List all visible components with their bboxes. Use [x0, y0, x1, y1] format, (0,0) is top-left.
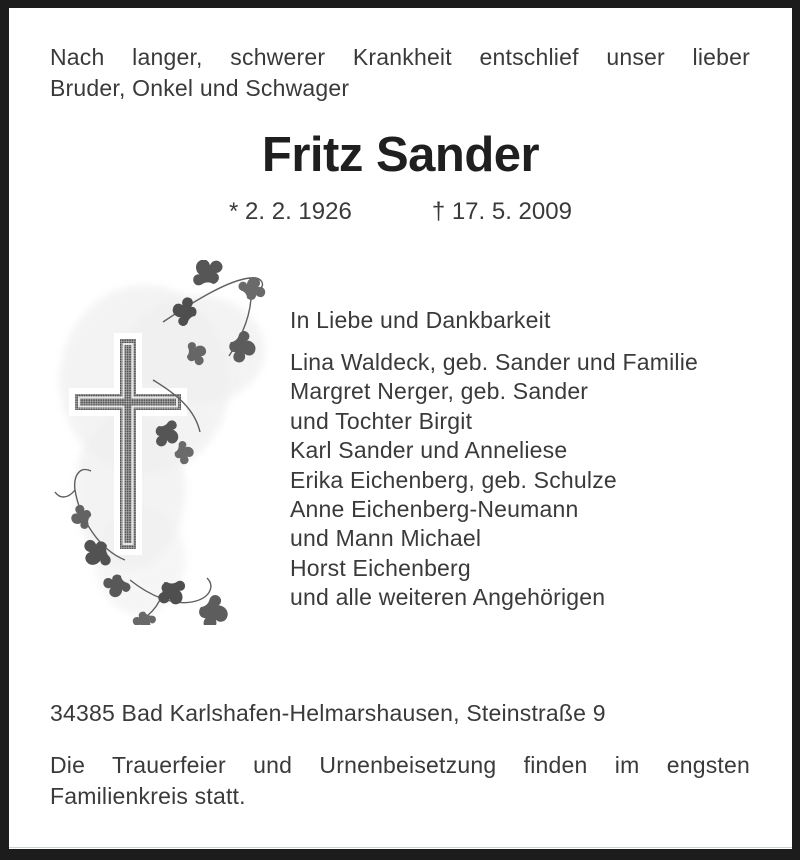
tribute-line: In Liebe und Dankbarkeit — [290, 307, 551, 333]
scan-artifact-line — [9, 847, 792, 848]
mourner-line: Lina Waldeck, geb. Sander und Familie — [290, 349, 698, 375]
deceased-name: Fritz Sander — [261, 128, 540, 182]
mourners-list — [290, 348, 760, 613]
mourner-line: und Mann Michael — [290, 525, 482, 552]
mourner-line: Anne Eichenberg-Neumann — [290, 496, 579, 523]
halo-blob — [60, 285, 265, 615]
mourner-line: Margret Nerger, geb. Sander — [290, 378, 589, 405]
mourner-line: Horst Eichenberg — [290, 554, 471, 581]
birth-date: * 2. 2. 1926 — [229, 198, 352, 225]
death-date: † 17. 5. 2009 — [431, 198, 572, 225]
mourner-line: und Tochter Birgit — [290, 407, 473, 434]
closing-line-2: Familienkreis statt. — [50, 783, 246, 809]
mourner-line: Erika Eichenberg, geb. Schulze — [290, 466, 617, 493]
mourner-line: Karl Sander und Anneliese — [290, 437, 568, 464]
intro-paragraph — [50, 42, 750, 104]
intro-line-2: Bruder, Onkel und Schwager — [50, 75, 350, 101]
notice-content — [9, 8, 792, 849]
mourner-line: und alle weiteren Angehörigen — [290, 584, 606, 611]
closing-paragraph — [50, 750, 750, 812]
life-dates — [9, 197, 792, 227]
address-line: 34385 Bad Karlshafen-Helmarshausen, Steinstraße 9 — [50, 700, 606, 726]
intro-line-1: Nach langer, schwerer Krankheit entschlief unser lieber — [50, 44, 750, 70]
closing-line-1: Die Trauerfeier und Urnenbeisetzung finden im engsten — [50, 752, 750, 778]
cross-ivy-image — [45, 260, 280, 625]
